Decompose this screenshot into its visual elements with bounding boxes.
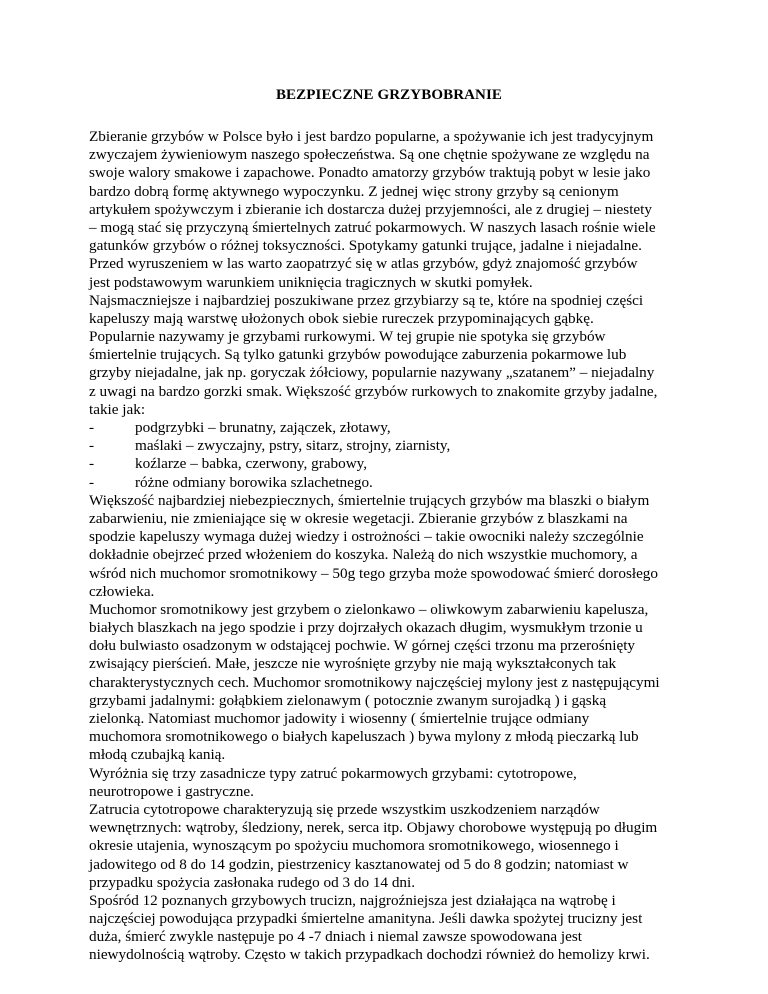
text-line: Popularnie nazywamy je grzybami rurkowymi. W tej grupie nie spotyka się grzybów <box>89 328 606 346</box>
text-line: dokładnie obejrzeć przed włożeniem do koszyka. Należą do nich wszystkie muchomory, a <box>89 546 638 564</box>
text-line: niewydolnością wątroby. Często w takich przypadkach dochodzi również do hemolizy krwi. <box>89 946 650 964</box>
text-line: jadowitego od 8 do 14 godzin, piestrzenicy kasztanowatej od 5 do 8 godzin; natomiast w <box>89 855 629 873</box>
text-line: zabarwieniu, nie zmieniające się w okresie wegetacji. Zbieranie grzybów z blaszkami na <box>89 509 628 527</box>
list-item-text: różne odmiany borowika szlachetnego. <box>135 473 373 491</box>
list-item <box>89 474 689 492</box>
bullet-dash: - <box>89 473 95 491</box>
text-line: okresie utajenia, wynoszącym po spożyciu muchomora sromotnikowego, wiosennego i <box>89 837 619 855</box>
document-body <box>89 128 689 965</box>
list-item-text: koźlarze – babka, czerwony, grabowy, <box>135 455 368 473</box>
text-line: śmiertelnie trujących. Są tylko gatunki grzybów powodujące zaburzenia pokarmowe lub <box>89 346 627 364</box>
text-line: grzybami jadalnymi: gołąbkiem zielonawym ( potocznie zwanym surojadką ) i gąską <box>89 691 607 709</box>
text-line: artykułem spożywczym i zbieranie ich dostarcza dużej przyjemności, ale z drugiej – niestety <box>89 200 652 218</box>
text-line: gatunków grzybów o różnej toksyczności. Spotykamy gatunki trujące, jadalne i niejadalne. <box>89 237 642 255</box>
text-line: swoje walory smakowe i zapachowe. Ponadto amatorzy grzybów traktują pobyt w lesie jako <box>89 164 651 182</box>
text-line: Większość najbardziej niebezpiecznych, śmiertelnie trujących grzybów ma blaszki o białym <box>89 491 650 509</box>
paragraph-block-intro <box>89 128 689 419</box>
bullet-dash: - <box>89 455 95 473</box>
text-line: zwisający pierścień. Małe, jeszcze nie wyrośnięte grzyby nie mają wykształconych tak <box>89 655 617 673</box>
text-line: białych blaszkach na jego spodzie i przy dojrzałych okazach długim, wysmukłym trzonie u <box>89 619 643 637</box>
text-line: takie jak: <box>89 400 146 418</box>
text-line: wewnętrznych: wątroby, śledziony, nerek, serca itp. Objawy chorobowe występują po długim <box>89 819 658 837</box>
text-line: – mogą stać się przyczyną śmiertelnych zatruć pokarmowych. W naszych lasach rośnie wiele <box>89 218 656 236</box>
list-item-text: podgrzybki – brunatny, zajączek, złotawy, <box>135 419 391 436</box>
text-line: dołu bulwiasto osadzonym w odstającej pochwie. W górnej części trzonu ma przerośnięty <box>89 637 636 655</box>
paragraph-block-poisonous <box>89 492 689 965</box>
text-line: Najsmaczniejsze i najbardziej poszukiwane przez grzybiarzy są te, które na spodniej części <box>89 291 644 309</box>
text-line: człowieka. <box>89 582 155 600</box>
text-line: muchomora sromotnikowego o białych kapeluszach ) bywa mylony z młodą pieczarką lub <box>89 728 639 746</box>
text-line: bardzo dobrą formę aktywnego wypoczynku. Z jednej więc strony grzyby są cenionym <box>89 182 619 200</box>
list-item <box>89 437 689 455</box>
text-line: przypadku spożycia zasłonaka rudego od 3 do 14 dni. <box>89 873 416 891</box>
list-item-text: maślaki – zwyczajny, pstry, sitarz, strojny, ziarnisty, <box>135 437 451 455</box>
text-line: Muchomor sromotnikowy jest grzybem o zielonkawo – oliwkowym zabarwieniu kapelusza, <box>89 600 649 618</box>
document-page <box>89 86 689 965</box>
bullet-dash: - <box>89 437 95 455</box>
text-line: charakterystycznych cech. Muchomor sromotnikowy najczęściej mylony jest z następującymi <box>89 673 660 691</box>
text-line: Spośród 12 poznanych grzybowych trucizn, najgroźniejsza jest działająca na wątrobę i <box>89 891 616 909</box>
text-line: kapeluszy mają warstwę ułożonych obok siebie rureczek przypominających gąbkę. <box>89 309 594 327</box>
document-title: BEZPIECZNE GRZYBOBRANIE <box>275 87 503 103</box>
text-line: Przed wyruszeniem w las warto zaopatrzyć się w atlas grzybów, gdyż znajomość grzybów <box>89 255 638 273</box>
text-line: zwyczajem żywieniowym naszego społeczeństwa. Są one chętnie spożywane ze względu na <box>89 146 650 164</box>
text-line: z uwagi na bardzo gorzki smak. Większość grzybów rurkowych to znakomite grzyby jadalne, <box>89 382 658 400</box>
text-line: wśród nich muchomor sromotnikowy – 50g tego grzyba może spowodować śmierć dorosłego <box>89 564 658 582</box>
text-line: Zbieranie grzybów w Polsce było i jest bardzo popularne, a spożywanie ich jest tradycyjnym <box>89 128 654 145</box>
text-line: zielonką. Natomiast muchomor jadowity i wiosenny ( śmiertelnie trujące odmiany <box>89 710 590 727</box>
bullet-list-edible-mushrooms <box>89 419 689 492</box>
list-item <box>89 455 689 473</box>
text-line: Zatrucia cytotropowe charakteryzują się przede wszystkim uszkodzeniem narządów <box>89 800 600 818</box>
text-line: neurotropowe i gastryczne. <box>89 782 254 800</box>
text-line: młodą czubajką kanią. <box>89 746 226 764</box>
text-line: grzyby niejadalne, jak np. goryczak żółciowy, popularnie nazywany „szatanem” – niejadalny <box>89 364 655 382</box>
list-item <box>89 419 689 437</box>
text-line: spodzie kapeluszy wymaga dużej wiedzy i ostrożności – takie owocniki należy szczególnie <box>89 528 644 546</box>
text-line: Wyróżnia się trzy zasadnicze typy zatruć pokarmowych grzybami: cytotropowe, <box>89 764 577 782</box>
text-line: duża, śmierć zwykle następuje po 4 -7 dniach i niemal zawsze spowodowana jest <box>89 928 583 946</box>
text-line: jest podstawowym warunkiem uniknięcia tragicznych w skutki pomyłek. <box>89 273 533 291</box>
bullet-dash: - <box>89 419 95 436</box>
text-line: najczęściej powodująca przypadki śmiertelne amanityna. Jeśli dawka spożytej trucizny jest <box>89 910 643 928</box>
